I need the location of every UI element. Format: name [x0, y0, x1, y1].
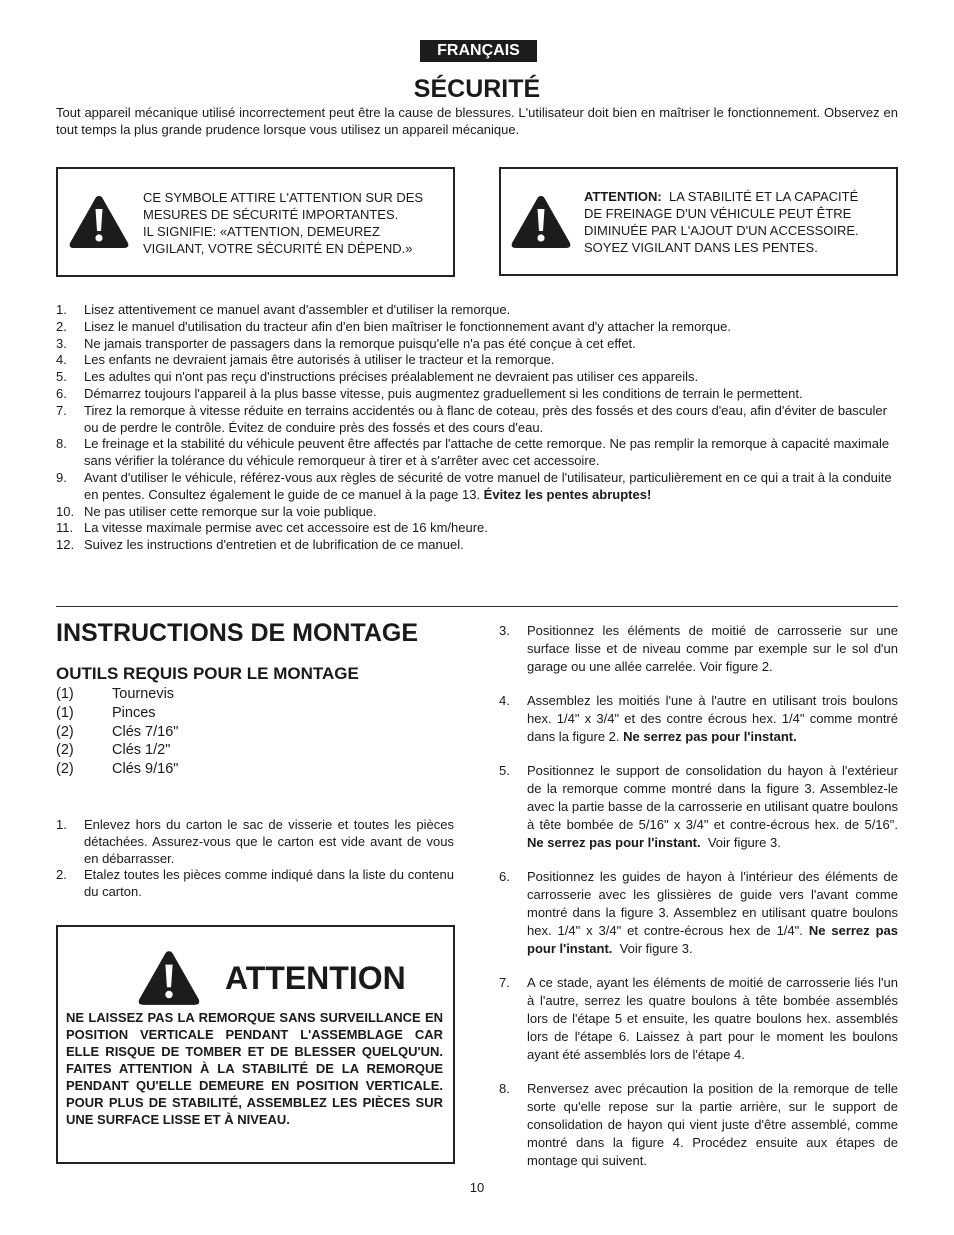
step-number: 6.	[499, 869, 510, 884]
safety-rule-item	[56, 319, 898, 336]
safety-rule-item	[56, 369, 898, 386]
step-text-wrap	[527, 868, 898, 958]
step-number: 5.	[499, 763, 510, 778]
tool-item	[56, 685, 178, 704]
stability-box-label: ATTENTION:	[584, 189, 662, 204]
tool-item	[56, 723, 178, 742]
warning-triangle-icon	[136, 948, 202, 1008]
assembly-step	[499, 762, 898, 852]
rule-text-wrap	[84, 436, 898, 470]
step-text: Positionnez le support de consolidation du hayon à l'extérieur de la remorque comme montré dans la figure 3. Assemblez-le avec la partie basse de la carrosserie en utilisant quatre boulons à tête bombée de 5/16" x 3/4" et contre-écrous hex. de 5/16".	[527, 763, 898, 832]
safety-rule-item	[56, 436, 898, 470]
step-text: Assemblez les moitiés l'une à l'autre en utilisant trois boulons hex. 1/4" x 3/4" et des contre écrous hex. 1/4" comme montré dans la figure 2.	[527, 693, 898, 744]
stability-box-line: DE FREINAGE D'UN VÉHICULE PEUT ÊTRE	[584, 206, 852, 221]
rule-number: 7.	[56, 402, 67, 418]
step-text: Etalez toutes les pièces comme indiqué dans la liste du contenu du carton.	[84, 867, 454, 900]
step-text-wrap	[527, 622, 898, 676]
step-number: 1.	[56, 817, 67, 832]
assembly-steps-right	[499, 622, 898, 1186]
stability-box-line: LA STABILITÉ ET LA CAPACITÉ	[661, 189, 859, 204]
step-number: 8.	[499, 1081, 510, 1096]
tool-item	[56, 760, 178, 779]
rule-text-wrap	[84, 537, 898, 554]
rule-text: Suivez les instructions d'entretien et de lubrification de ce manuel.	[84, 537, 464, 553]
rule-text: Lisez attentivement ce manuel avant d'assembler et d'utiliser la remorque.	[84, 302, 511, 317]
rule-number: 10.	[56, 503, 75, 519]
assembly-step	[56, 817, 454, 867]
tool-name: Clés 1/2"	[112, 742, 171, 759]
rule-text: Tirez la remorque à vitesse réduite en terrains accidentés ou à flanc de coteau, près des fossés et des cours d'eau, afin d'éviter de basculer ou de perdre le contrôle. Évitez de conduire près des fossés et des cours d'eau.	[84, 402, 887, 435]
stability-box-line: DIMINUÉE PAR L'AJOUT D'UN ACCESSOIRE.	[584, 223, 859, 238]
assembly-step	[499, 1080, 898, 1170]
rule-number: 8.	[56, 436, 67, 452]
stability-warning-box	[499, 167, 898, 276]
page-number: 10	[469, 1180, 485, 1195]
step-text: Positionnez les éléments de moitié de carrosserie sur une surface lisse et de niveau comme par exemple sur le sol d'un garage ou une allée carrelée. Voir figure 2.	[527, 623, 898, 674]
step-text-wrap	[527, 1080, 898, 1170]
symbol-box-line: IL SIGNIFIE: «ATTENTION, DEMEUREZ	[143, 224, 380, 239]
step-figure-ref: Voir figure 3.	[700, 835, 781, 850]
warning-triangle-icon	[509, 193, 573, 251]
rule-text-wrap	[84, 352, 898, 369]
step-text: A ce stade, ayant les éléments de moitié de carrosserie liés l'un à l'autre, serrez les quatre boulons à tête bombée assemblés lors de l'étape 5 et ensuite, les quatre boulons hex. assemblés lors de l'étape 6. Laissez à part pour le moment les boulons ayant été assemblés lors de l'étape 4.	[527, 975, 898, 1062]
assembly-step	[56, 867, 454, 901]
safety-intro: Tout appareil mécanique utilisé incorrectement peut être la cause de blessures. L'utilisateur doit bien en maîtriser le fonctionnement. Observez en tout temps la plus grande prudence lorsque vous utilisez un appareil mécanique.	[56, 105, 898, 137]
rule-number: 6.	[56, 385, 67, 401]
step-text: Renversez avec précaution la position de la remorque de telle sorte qu'elle repose sur la partie arrière, sur le support de consolidation de hayon qui vient juste d'être assemblé, comme montré dans la figure 4. Procédez ensuite aux étapes de montage qui suivent.	[527, 1081, 898, 1168]
symbol-box-line: CE SYMBOLE ATTIRE L'ATTENTION SUR DES	[143, 190, 424, 205]
rule-text: Démarrez toujours l'appareil à la plus basse vitesse, puis augmentez graduellement si les conditions de terrain le permettent.	[84, 385, 803, 401]
tool-item	[56, 704, 178, 723]
step-number: 4.	[499, 693, 510, 708]
rule-text: La vitesse maximale permise avec cet accessoire est de 16 km/heure.	[84, 520, 488, 536]
safety-rule-item	[56, 352, 898, 369]
step-number: 7.	[499, 975, 510, 990]
step-emphasis: Ne serrez pas pour l'instant.	[527, 835, 701, 850]
rule-text-wrap	[84, 504, 898, 521]
rule-text: Les adultes qui n'ont pas reçu d'instructions précises préalablement ne devraient pas utiliser ces appareils.	[84, 369, 699, 385]
step-emphasis: Ne serrez pas pour l'instant.	[527, 923, 898, 956]
assembly-steps-left	[56, 817, 454, 901]
rule-number: 2.	[56, 318, 67, 334]
safety-rule-item	[56, 537, 898, 554]
rule-text-wrap	[84, 470, 898, 504]
assembly-step	[499, 868, 898, 958]
section-divider	[56, 606, 898, 607]
tool-name: Pinces	[112, 704, 156, 721]
step-text-wrap	[527, 762, 898, 852]
step-text: Positionnez les guides de hayon à l'intérieur des éléments de carrosserie avec les glissières de guide vers l'avant comme montré dans la figure 3. Assemblez en utilisant quatre boulons hex. 1/4" x 3/4" et contre-écrous hex de 1/4".	[527, 869, 898, 938]
step-number: 3.	[499, 623, 510, 638]
tool-item	[56, 741, 178, 760]
rule-number: 12.	[56, 537, 75, 553]
assembly-title: INSTRUCTIONS DE MONTAGE	[56, 619, 419, 647]
warning-triangle-icon	[67, 193, 131, 251]
safety-rule-item	[56, 336, 898, 353]
rule-number: 5.	[56, 369, 67, 385]
tool-quantity: (1)	[56, 704, 74, 721]
safety-rule-item	[56, 504, 898, 521]
step-text-wrap	[527, 692, 898, 746]
rule-number: 11.	[56, 520, 74, 536]
safety-title: SÉCURITÉ	[413, 75, 541, 103]
safety-rule-item	[56, 470, 898, 504]
assembly-step	[499, 622, 898, 676]
safety-rule-item	[56, 302, 898, 319]
rule-text: Ne jamais transporter de passagers dans la remorque puisqu'elle n'a pas été conçue à cet effet.	[84, 335, 636, 351]
attention-heading: ATTENTION	[225, 960, 406, 996]
rule-text-wrap	[84, 319, 898, 336]
stability-box-line: SOYEZ VIGILANT DANS LES PENTES.	[584, 240, 818, 255]
rule-number: 9.	[56, 469, 67, 485]
step-text: Enlevez hors du carton le sac de visserie et toutes les pièces détachées. Assurez-vous que le carton est vide avant de vous en débarrasser.	[84, 817, 454, 866]
attention-body: NE LAISSEZ PAS LA REMORQUE SANS SURVEILLANCE EN POSITION VERTICALE PENDANT L'ASSEMBLAGE CAR ELLE RISQUE DE TOMBER ET DE BLESSER QUELQU'UN. FAITES ATTENTION À LA STABILITÉ DE LA REMORQUE PENDANT QU'ELLE DEMEURE EN POSITION VERTICALE. POUR PLUS DE STABILITÉ, ASSEMBLEZ LES PIÈCES SUR UNE SURFACE LISSE ET À NIVEAU.	[66, 1010, 443, 1127]
language-badge: FRANÇAIS	[420, 40, 537, 62]
rule-text-wrap	[84, 336, 898, 353]
tool-name: Clés 7/16"	[112, 723, 179, 740]
rule-number: 1.	[56, 302, 67, 317]
symbol-box-line: MESURES DE SÉCURITÉ IMPORTANTES.	[143, 207, 399, 222]
tool-quantity: (2)	[56, 742, 74, 759]
safety-rule-item	[56, 386, 898, 403]
tool-name: Clés 9/16"	[112, 761, 179, 778]
rule-text: Lisez le manuel d'utilisation du tracteur afin d'en bien maîtriser le fonctionnement avant d'y attacher la remorque.	[84, 318, 731, 334]
tools-title: OUTILS REQUIS POUR LE MONTAGE	[56, 664, 359, 683]
rule-text-wrap	[84, 520, 898, 537]
rule-text-wrap	[84, 302, 898, 319]
rule-text: Avant d'utiliser le véhicule, référez-vous aux règles de sécurité de votre manuel de l'utilisateur, particulièrement en ce qui a trait à la conduite en pentes. Consultez également le guide de ce manuel à la page 13.	[84, 469, 892, 502]
symbol-box-line: VIGILANT, VOTRE SÉCURITÉ EN DÉPEND.»	[143, 241, 413, 256]
tool-name: Tournevis	[112, 686, 175, 702]
step-number: 2.	[56, 867, 67, 883]
step-emphasis: Ne serrez pas pour l'instant.	[623, 729, 797, 744]
rule-text: Les enfants ne devraient jamais être autorisés à utiliser le tracteur et la remorque.	[84, 352, 555, 368]
rule-emphasis: Évitez les pentes abruptes!	[483, 486, 652, 502]
rule-number: 3.	[56, 335, 67, 351]
rule-text-wrap	[84, 369, 898, 386]
tool-quantity: (2)	[56, 723, 74, 740]
rule-text-wrap	[84, 386, 898, 403]
tool-quantity: (1)	[56, 686, 74, 702]
assembly-step	[499, 692, 898, 746]
tools-list	[56, 685, 178, 779]
rule-number: 4.	[56, 352, 67, 368]
rule-text: Le freinage et la stabilité du véhicule peuvent être affectés par l'attache de cette remorque. Ne pas remplir la remorque à capacité maximale sans vérifier la tolérance du véhicule remorqueur à tirer et à s'arrêter avec cet accessoire.	[84, 436, 890, 469]
safety-rules-list	[56, 302, 898, 554]
step-text-wrap	[527, 974, 898, 1064]
assembly-step	[499, 974, 898, 1064]
safety-rule-item	[56, 403, 898, 437]
rule-text-wrap	[84, 403, 898, 437]
rule-text: Ne pas utiliser cette remorque sur la voie publique.	[84, 503, 377, 519]
step-figure-ref: Voir figure 3.	[612, 941, 693, 956]
symbol-warning-box	[56, 167, 455, 277]
tool-quantity: (2)	[56, 761, 74, 778]
safety-rule-item	[56, 520, 898, 537]
